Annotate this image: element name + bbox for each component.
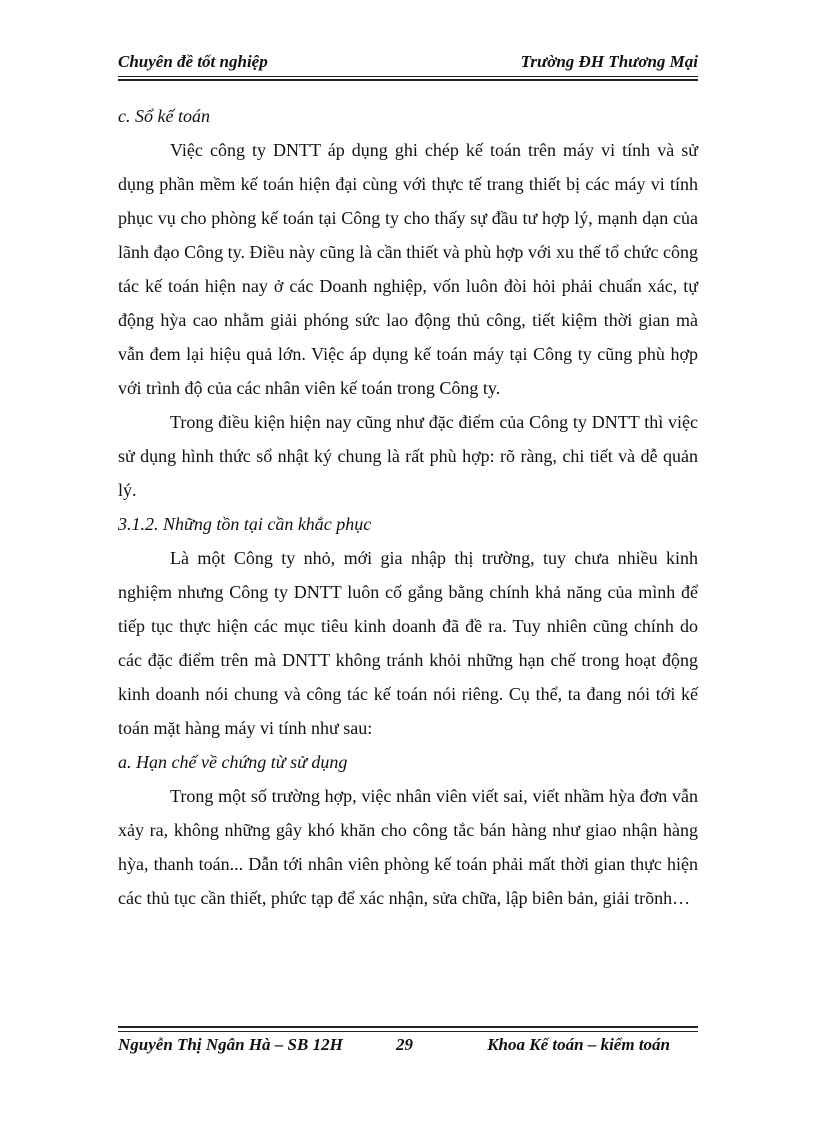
heading-document-limitations: a. Hạn chế về chứng từ sử dụng [118, 752, 348, 772]
page-footer [118, 1035, 698, 1059]
paragraph-journal-form: Trong điều kiện hiện nay cũng như đặc điểm của Công ty DNTT thì việc sử dụng hình thức sổ nhật ký chung là rất phù hợp: rõ ràng, chi tiết và dễ quản lý. [118, 412, 698, 500]
footer-faculty: Khoa Kế toán – kiểm toán [487, 1035, 670, 1054]
page-number: 29 [396, 1035, 413, 1054]
paragraph-invoice-errors: Trong một số trường hợp, việc nhân viên viết sai, viết nhầm hỳa đơn vẫn xảy ra, không những gây khó khăn cho công tắc bán hàng như giao nhận hàng hỳa, thanh toán... Dẫn tới nhân viên phòng kế toán phải mất thời gian thực hiện các thủ tục cần thiết, phức tạp để xác nhận, sửa chữa, lập biên bản, giải trõnh… [118, 786, 698, 908]
heading-existing-issues: 3.1.2. Những tồn tại cần khắc phục [118, 514, 372, 534]
header-document-type: Chuyên đề tốt nghiệp [118, 52, 268, 71]
header-rule-thin [118, 76, 698, 77]
page-header [118, 50, 698, 74]
heading-so-ke-toan: c. Sổ kế toán [118, 106, 210, 126]
footer-author: Nguyễn Thị Ngân Hà – SB 12H [118, 1035, 343, 1054]
footer-rule-thick [118, 1026, 698, 1028]
header-rule-thick [118, 79, 698, 81]
page-body [118, 99, 698, 915]
footer-rule-thin [118, 1031, 698, 1032]
paragraph-company-limitations: Là một Công ty nhỏ, mới gia nhập thị trường, tuy chưa nhiều kinh nghiệm nhưng Công ty DNTT luôn cố gắng bằng chính khả năng của mình để tiếp tục thực hiện các mục tiêu kinh doanh đã đề ra. Tuy nhiên cũng chính do các đặc điểm trên mà DNTT không tránh khỏi những hạn chế trong hoạt động kinh doanh nói chung và công tác kế toán nói riêng. Cụ thể, ta đang nói tới kế toán mặt hàng máy vi tính như sau: [118, 548, 698, 738]
header-university: Trường ĐH Thương Mại [520, 52, 698, 71]
paragraph-accounting-software: Việc công ty DNTT áp dụng ghi chép kế toán trên máy vi tính và sử dụng phần mềm kế toán hiện đại cùng với thực tế trang thiết bị các máy vi tính phục vụ cho phòng kế toán tại Công ty cho thấy sự đầu tư hợp lý, mạnh dạn của lãnh đạo Công ty. Điều này cũng là cần thiết và phù hợp với xu thế tổ chức công tác kế toán hiện nay ở các Doanh nghiệp, vốn luôn đòi hỏi phải chuẩn xác, tự động hỳa cao nhằm giải phóng sức lao động thủ công, tiết kiệm thời gian mà vẫn đem lại hiệu quả lớn. Việc áp dụng kế toán máy tại Công ty cũng phù hợp với trình độ của các nhân viên kế toán trong Công ty. [118, 140, 698, 398]
